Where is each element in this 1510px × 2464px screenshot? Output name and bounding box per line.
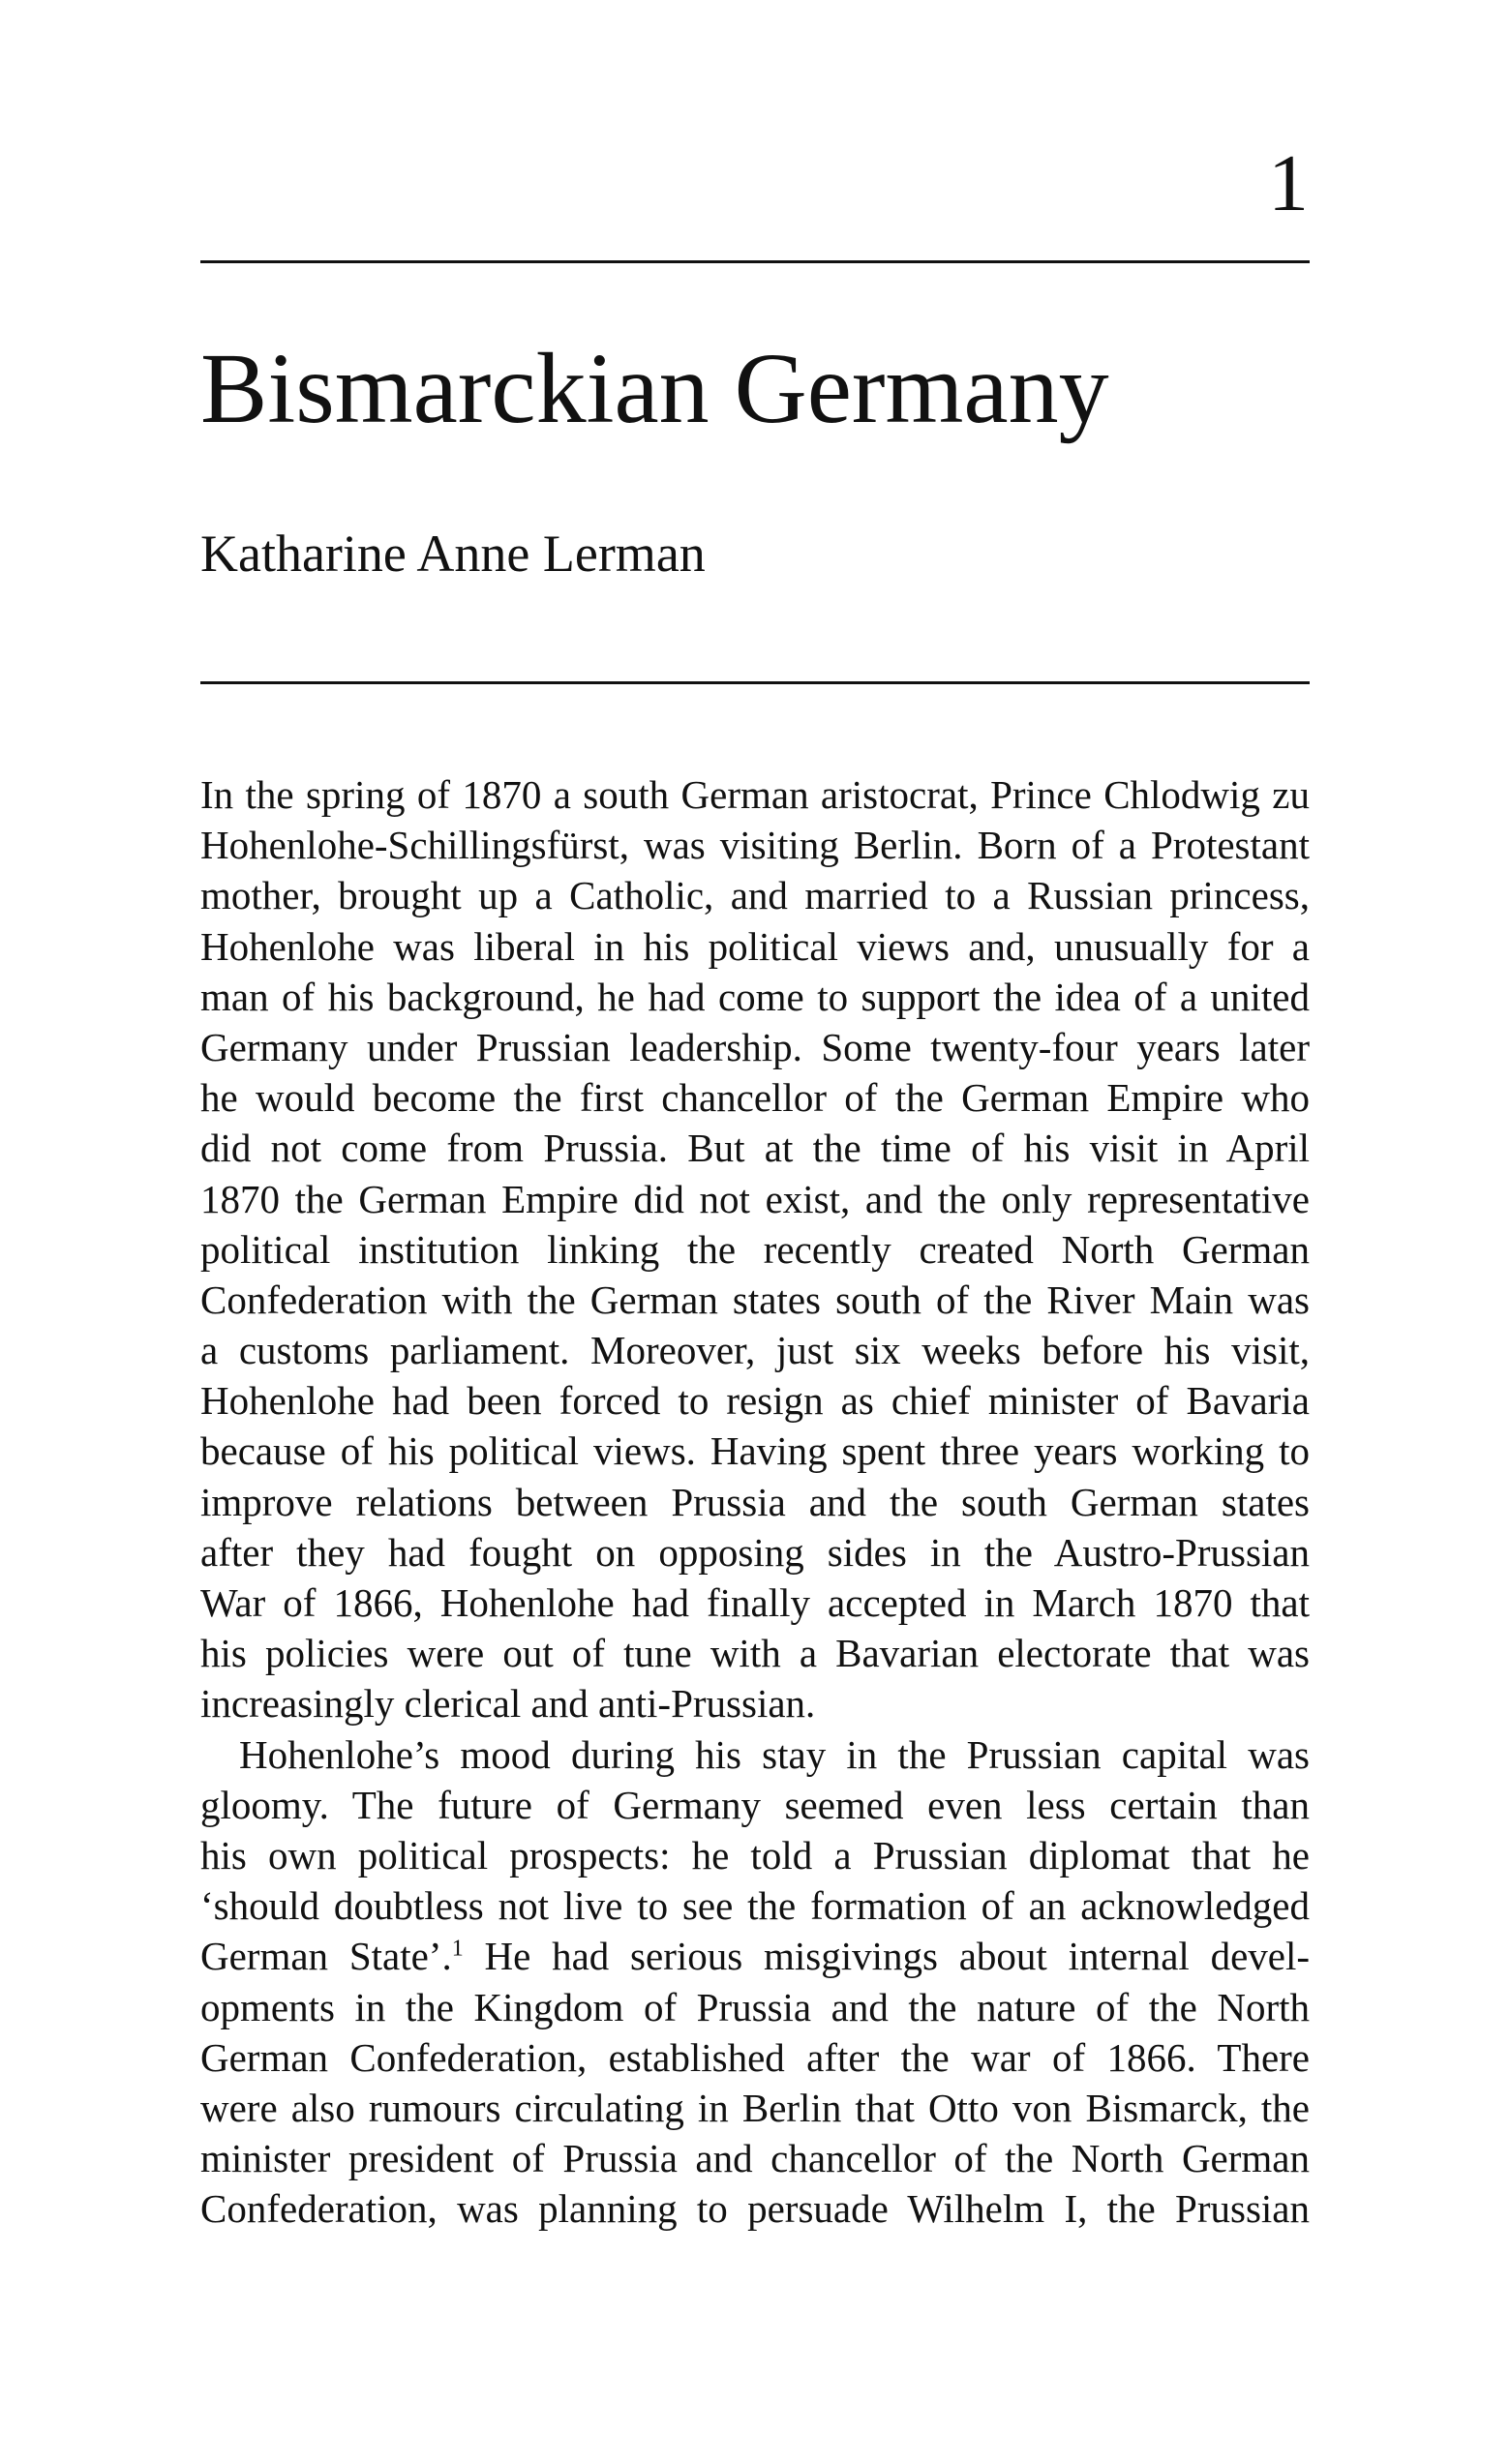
bottom-rule	[200, 681, 1310, 684]
text-line: In the spring of 1870 a south German aristocrat, Prince Chlodwig zu	[200, 772, 1310, 817]
text-line: did not come from Prussia. But at the time of his visit in April	[200, 1126, 1310, 1171]
text-line: he would become the first chancellor of the German Empire who	[200, 1075, 1310, 1121]
text-line: ‘should doubtless not live to see the formation of an acknowledged	[200, 1883, 1310, 1929]
text-line: gloomy. The future of Germany seemed even less certain than	[200, 1782, 1310, 1827]
text-line: because of his political views. Having spent three years working to	[200, 1428, 1310, 1474]
text-line: German Confederation, established after the war of 1866. There	[200, 2034, 1310, 2080]
text-line: after they had fought on opposing sides in the Austro-Prussian	[200, 1529, 1310, 1575]
chapter-author: Katharine Anne Lerman	[200, 525, 706, 583]
chapter-body	[200, 769, 1310, 2234]
text-line: minister president of Prussia and chancellor of the North German	[200, 2136, 1310, 2181]
text-line: Hohenlohe was liberal in his political views and, unusually for a	[200, 923, 1310, 969]
text-line: political institution linking the recently created North German	[200, 1226, 1310, 1272]
text-line: a customs parliament. Moreover, just six weeks before his visit,	[200, 1328, 1310, 1373]
text-line: opments in the Kingdom of Prussia and the nature of the North	[200, 1984, 1310, 2029]
text-line: 1870 the German Empire did not exist, and the only representative	[200, 1176, 1310, 1221]
text-line: his policies were out of tune with a Bavarian electorate that was	[200, 1631, 1310, 1676]
top-rule	[200, 260, 1310, 263]
footnote-ref[interactable]: 1	[451, 1936, 464, 1962]
text-line-with-footnote	[200, 1931, 1310, 1981]
text-line: improve relations between Prussia and the south German states	[200, 1479, 1310, 1524]
text-line: Hohenlohe had been forced to resign as chief minister of Bavaria	[200, 1378, 1310, 1424]
chapter-title: Bismarckian Germany	[200, 333, 1109, 444]
text-line: his own political prospects: he told a Prussian diplomat that he	[200, 1832, 1310, 1878]
text-line: Hohenlohe’s mood during his stay in the Prussian capital was	[239, 1731, 1310, 1777]
text-line: were also rumours circulating in Berlin that Otto von Bismarck, the	[200, 2085, 1310, 2130]
text-line: Confederation with the German states south of the River Main was	[200, 1277, 1310, 1322]
text-segment: He had serious misgivings about internal devel-	[463, 1934, 1311, 1979]
text-line: War of 1866, Hohenlohe had finally accepted in March 1870 that	[200, 1580, 1310, 1625]
text-line: man of his background, he had come to support the idea of a united	[200, 974, 1310, 1019]
text-line: increasingly clerical and anti-Prussian.	[200, 1681, 816, 1727]
text-line: Germany under Prussian leadership. Some twenty-four years later	[200, 1024, 1310, 1069]
text-segment: German State’.	[200, 1934, 452, 1979]
text-line: mother, brought up a Catholic, and married to a Russian princess,	[200, 873, 1310, 918]
text-line: Hohenlohe-Schillingsfürst, was visiting Berlin. Born of a Protestant	[200, 823, 1310, 868]
chapter-number: 1	[1268, 138, 1309, 228]
text-line: Confederation, was planning to persuade Wilhelm I, the Prussian	[200, 2186, 1310, 2232]
